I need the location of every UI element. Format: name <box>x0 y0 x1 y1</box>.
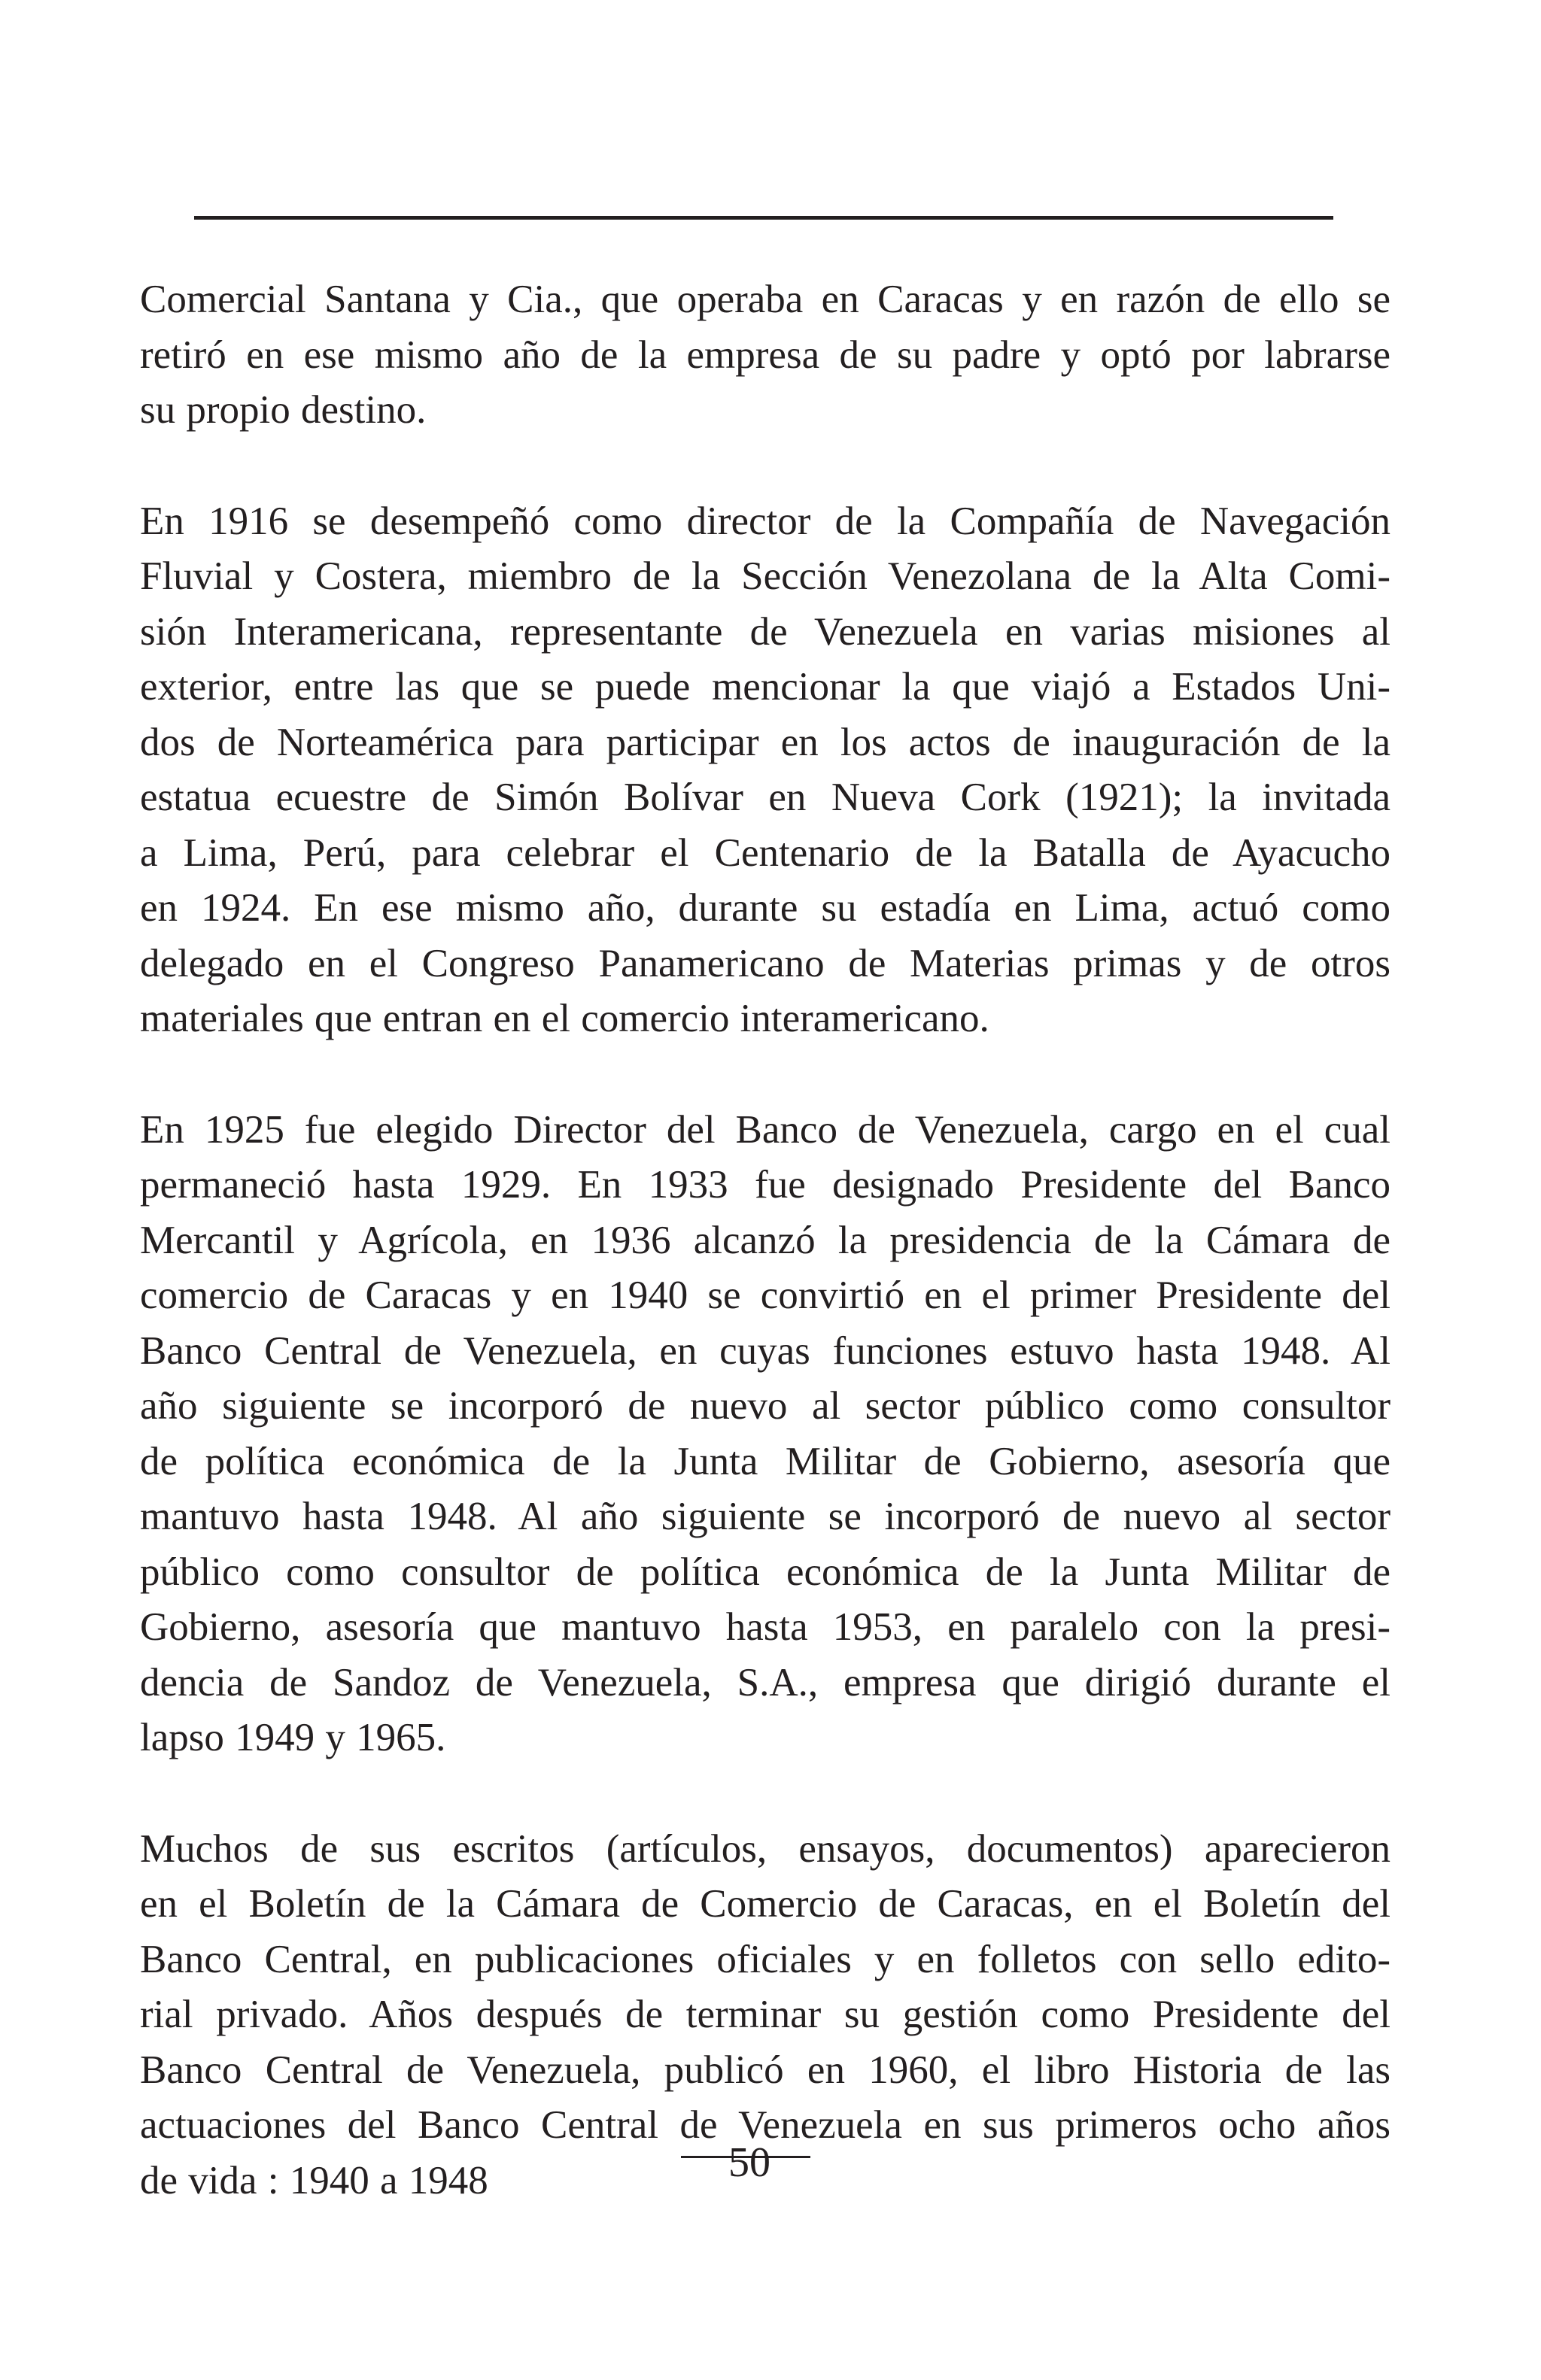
text-line: a Lima, Perú, para celebrar el Centenario de la Batalla de Ayacucho <box>140 830 1391 875</box>
paragraph-3 <box>140 1103 1391 1766</box>
text-line: En 1916 se desempeñó como director de la Compañía de Navegación <box>140 499 1391 543</box>
text-line: Comercial Santana y Cia., que operaba en Caracas y en razón de ello se <box>140 278 1391 321</box>
text-line: en 1924. En ese mismo año, durante su estadía en Lima, actuó como <box>140 886 1391 930</box>
header-rule <box>194 216 1333 220</box>
text-line: de vida : 1940 a 1948 <box>140 2158 488 2202</box>
text-line: En 1925 fue elegido Director del Banco de Venezuela, cargo en el cual <box>140 1107 1391 1152</box>
page-number: 50 <box>728 2139 770 2186</box>
body-text <box>140 272 1391 2208</box>
text-line: Banco Central de Venezuela, en cuyas funciones estuvo hasta 1948. Al <box>140 1328 1391 1373</box>
text-line: Banco Central de Venezuela, publicó en 1960, el libro Historia de las <box>140 2048 1391 2092</box>
text-line: Muchos de sus escritos (artículos, ensayos, documentos) aparecieron <box>140 1826 1391 1871</box>
text-line: materiales que entran en el comercio interamericano. <box>140 997 989 1040</box>
paragraph-1 <box>140 272 1391 439</box>
text-line: sión Interamericana, representante de Venezuela en varias misiones al <box>140 609 1391 654</box>
text-line: retiró en ese mismo año de la empresa de su padre y optó por labrarse <box>140 332 1391 377</box>
text-line: Mercantil y Agrícola, en 1936 alcanzó la presidencia de la Cámara de <box>140 1218 1391 1262</box>
text-line: dencia de Sandoz de Venezuela, S.A., empresa que dirigió durante el <box>140 1660 1391 1705</box>
text-line: en el Boletín de la Cámara de Comercio de Caracas, en el Boletín del <box>140 1882 1391 1926</box>
text-line: año siguiente se incorporó de nuevo al sector público como consultor <box>140 1384 1391 1428</box>
text-line: su propio destino. <box>140 388 427 432</box>
text-line: estatua ecuestre de Simón Bolívar en Nueva Cork (1921); la invitada <box>140 776 1391 819</box>
paragraph-2 <box>140 494 1391 1047</box>
text-line: mantuvo hasta 1948. Al año siguiente se incorporó de nuevo al sector <box>140 1495 1391 1538</box>
text-line: comercio de Caracas y en 1940 se convirtió en el primer Presidente del <box>140 1273 1391 1317</box>
text-line: lapso 1949 y 1965. <box>140 1716 446 1759</box>
text-line: exterior, entre las que se puede mencionar la que viajó a Estados Uni- <box>140 665 1391 709</box>
text-line: público como consultor de política económica de la Junta Militar de <box>140 1550 1391 1594</box>
text-line: permaneció hasta 1929. En 1933 fue designado Presidente del Banco <box>140 1163 1391 1207</box>
text-line: Gobierno, asesoría que mantuvo hasta 1953, en paralelo con la presi- <box>140 1605 1391 1649</box>
text-line: rial privado. Años después de terminar su gestión como Presidente del <box>140 1993 1391 2036</box>
text-line: de política económica de la Junta Militar de Gobierno, asesoría que <box>140 1439 1391 1483</box>
text-line: actuaciones del Banco Central de Venezuela en sus primeros ocho años <box>140 2103 1391 2147</box>
text-line: Banco Central, en publicaciones oficiales y en folletos con sello edito- <box>140 1937 1391 1981</box>
text-line: Fluvial y Costera, miembro de la Sección Venezolana de la Alta Comi- <box>140 554 1391 598</box>
text-line: delegado en el Congreso Panamericano de Materias primas y de otros <box>140 941 1391 985</box>
text-line: dos de Norteamérica para participar en los actos de inauguración de la <box>140 720 1391 764</box>
